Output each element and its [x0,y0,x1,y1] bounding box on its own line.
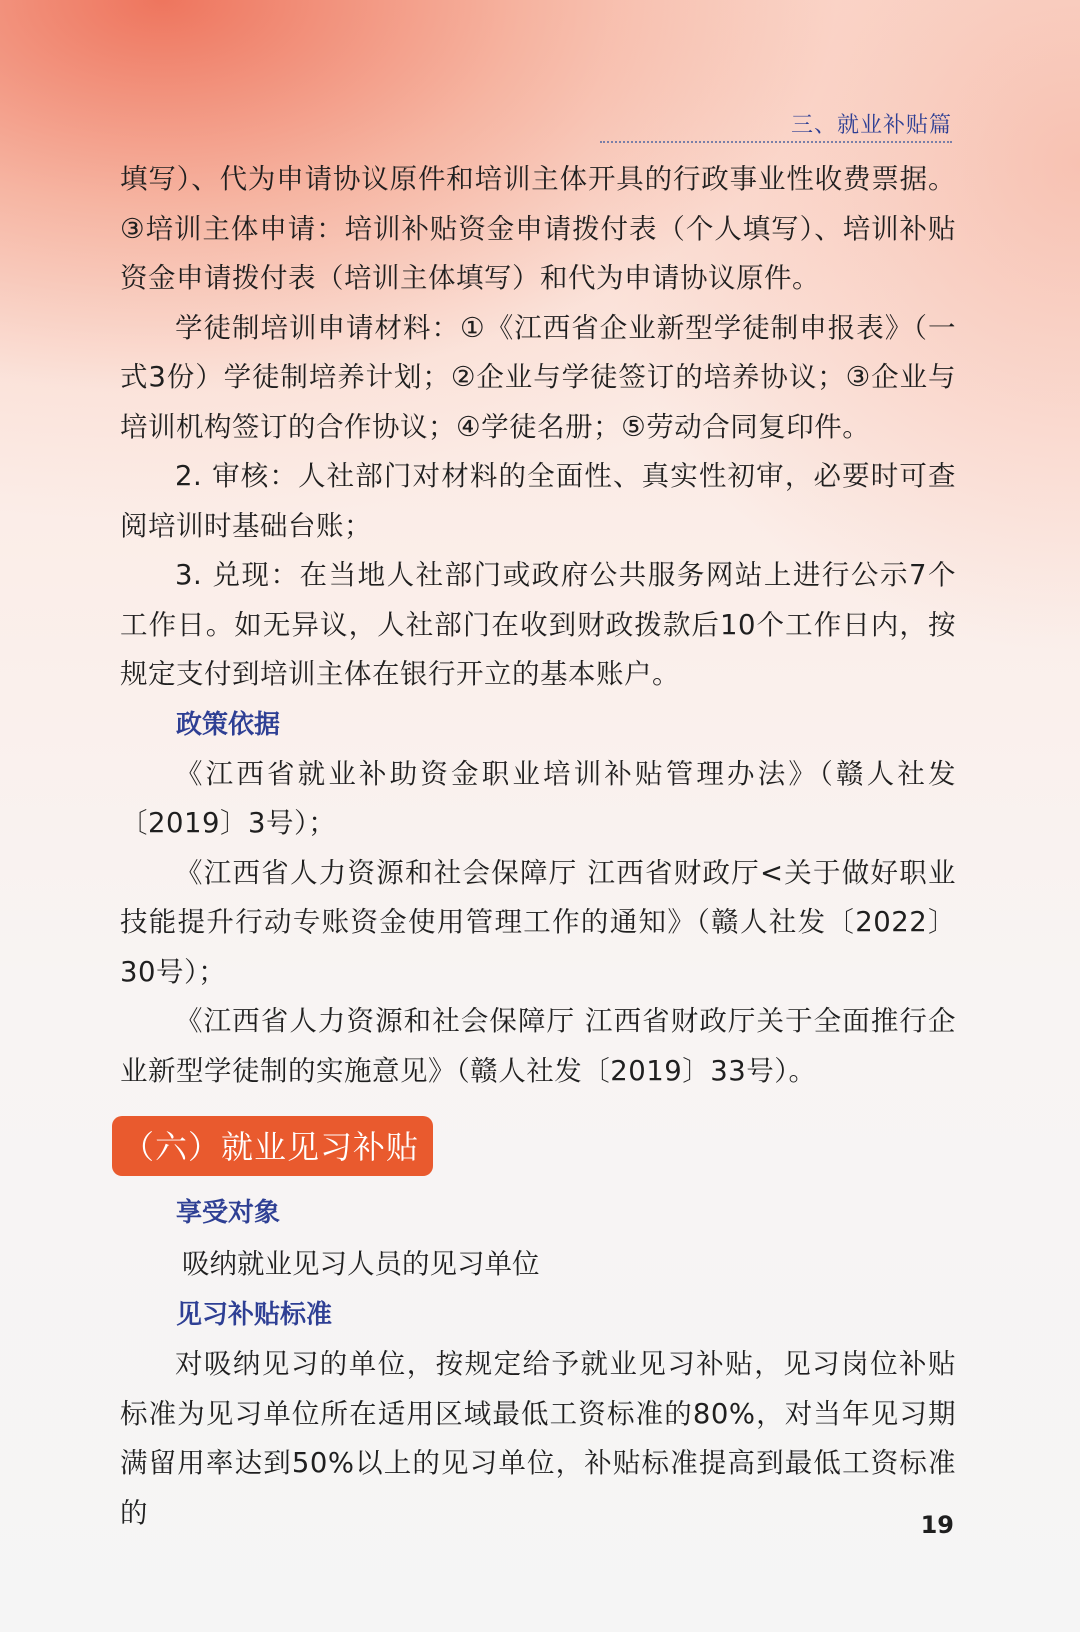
section-header: 三、就业补贴篇 [790,113,952,138]
section-badge: （六）就业见习补贴 [112,1116,433,1176]
body-paragraph-2: 学徒制培训申请材料：①《江西省企业新型学徒制申报表》（一式3份）学徒制培养计划；②企业与学徒签订的培养协议；③企业与培训机构签订的合作协议；④学徒名册；⑤劳动合同复印件。 [120,311,956,443]
target-heading: 享受对象 [176,1198,281,1228]
page-number: 19 [920,1511,954,1539]
body-paragraph-1: 填写）、代为申请协议原件和培训主体开具的行政事业性收费票据。③培训主体申请：培训补贴资金申请拨付表（个人填写）、培训补贴资金申请拨付表（培训主体填写）和代为申请协议原件。 [120,163,956,294]
policy-heading: 政策依据 [176,709,281,740]
policy-ref-1: 《江西省就业补助资金职业培训补贴管理办法》（赣人社发〔2019〕3号）； [120,757,956,839]
body-paragraph-3: 2. 审核：人社部门对材料的全面性、真实性初审，必要时可查阅培训时基础台账； [120,460,956,542]
page-content [120,155,956,1538]
section-badge-wrapper [120,1096,956,1188]
standard-text: 对吸纳见习的单位，按规定给予就业见习补贴，见习岗位补贴标准为见习单位所在适用区域最低工资标准的80%，对当年见习期满留用率达到50%以上的见习单位，补贴标准提高到最低工资标准的 [120,1348,956,1529]
header-divider [600,141,952,143]
standard-heading: 见习补贴标准 [176,1300,333,1330]
policy-ref-3: 《江西省人力资源和社会保障厅 江西省财政厅关于全面推行企业新型学徒制的实施意见》（赣人社发〔2019〕33号）。 [120,1005,956,1087]
body-paragraph-4: 3. 兑现：在当地人社部门或政府公共服务网站上进行公示7个工作日。如无异议，人社部门在收到财政拨款后10个工作日内，按规定支付到培训主体在银行开立的基本账户。 [120,559,956,690]
target-text: 吸纳就业见习人员的见习单位 [182,1248,540,1280]
policy-ref-2: 《江西省人力资源和社会保障厅 江西省财政厅<关于做好职业技能提升行动专账资金使用管理工作的通知》（赣人社发〔2022〕30号）； [120,856,956,988]
